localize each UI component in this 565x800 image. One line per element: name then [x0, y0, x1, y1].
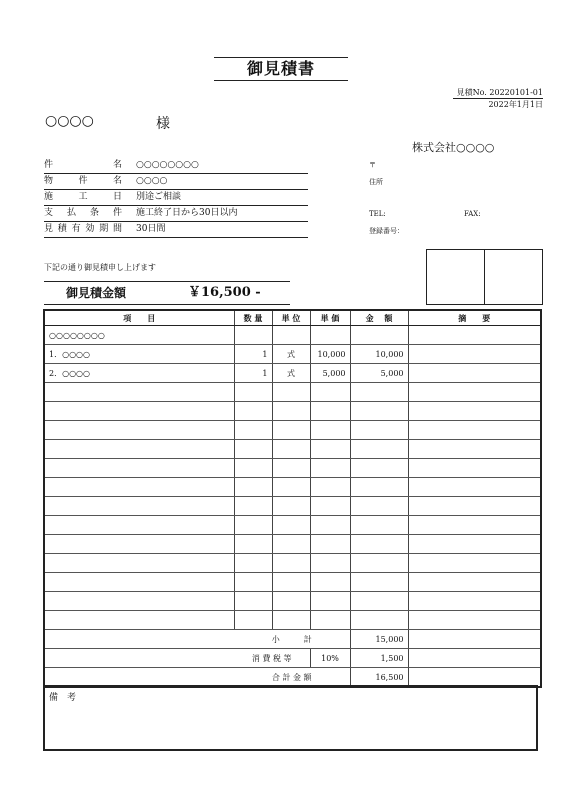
table-row	[44, 459, 541, 478]
info-row: 件 名 ○○○○○○○○	[44, 158, 308, 174]
total-row: 合 計 金 額 16,500	[44, 668, 541, 688]
document-title: 御見積書	[214, 57, 348, 81]
address-label: 住所	[369, 178, 383, 186]
table-row	[44, 402, 541, 421]
table-row	[44, 573, 541, 592]
table-row: ○○○○○○○○	[44, 326, 541, 345]
table-row	[44, 554, 541, 573]
table-row	[44, 516, 541, 535]
tel-label: TEL:	[369, 210, 386, 218]
estimate-number: 見積No. 20220101-01	[453, 87, 543, 99]
tax-row: 消 費 税 等 10% 1,500	[44, 649, 541, 668]
table-row	[44, 421, 541, 440]
estimate-meta	[453, 87, 543, 110]
info-row: 物 件 名 ○○○○	[44, 174, 308, 190]
honorific: 様	[156, 116, 170, 132]
table-row	[44, 535, 541, 554]
table-row	[44, 383, 541, 402]
postal-mark: 〒	[369, 161, 376, 169]
table-row	[44, 592, 541, 611]
info-rows	[44, 158, 308, 238]
table-row	[44, 611, 541, 630]
amount-label: 御見積金額	[66, 286, 127, 300]
estimate-amount	[44, 281, 290, 305]
fax-label: FAX:	[464, 210, 481, 218]
table-header: 項 目 数 量 単 位 単 価 金 額 摘 要	[44, 310, 541, 326]
estimate-date: 2022年1月1日	[488, 100, 543, 109]
company-name: 株式会社○○○○	[412, 141, 495, 154]
stamp-box	[426, 249, 543, 305]
client-name: ○○○○	[45, 113, 94, 129]
subtotal-row: 小 計 15,000	[44, 630, 541, 649]
info-row: 施 工 日 別途ご相談	[44, 190, 308, 206]
intro-text: 下記の通り御見積申し上げます	[44, 263, 156, 272]
amount-value: ￥16,500 -	[188, 285, 261, 300]
registration-label: 登録番号：	[369, 227, 404, 235]
notes-box	[43, 685, 538, 751]
info-row: 支 払 条 件 施工終了日から30日以内	[44, 206, 308, 222]
notes-label: 備 考	[49, 693, 77, 703]
table-row	[44, 478, 541, 497]
table-row	[44, 497, 541, 516]
table-row	[44, 440, 541, 459]
items-table	[43, 309, 542, 688]
table-row: 2．○○○○ 1 式 5,000 5,000	[44, 364, 541, 383]
info-row: 見 積 有 効 期 間 30日間	[44, 222, 308, 238]
table-row: 1．○○○○ 1 式 10,000 10,000	[44, 345, 541, 364]
